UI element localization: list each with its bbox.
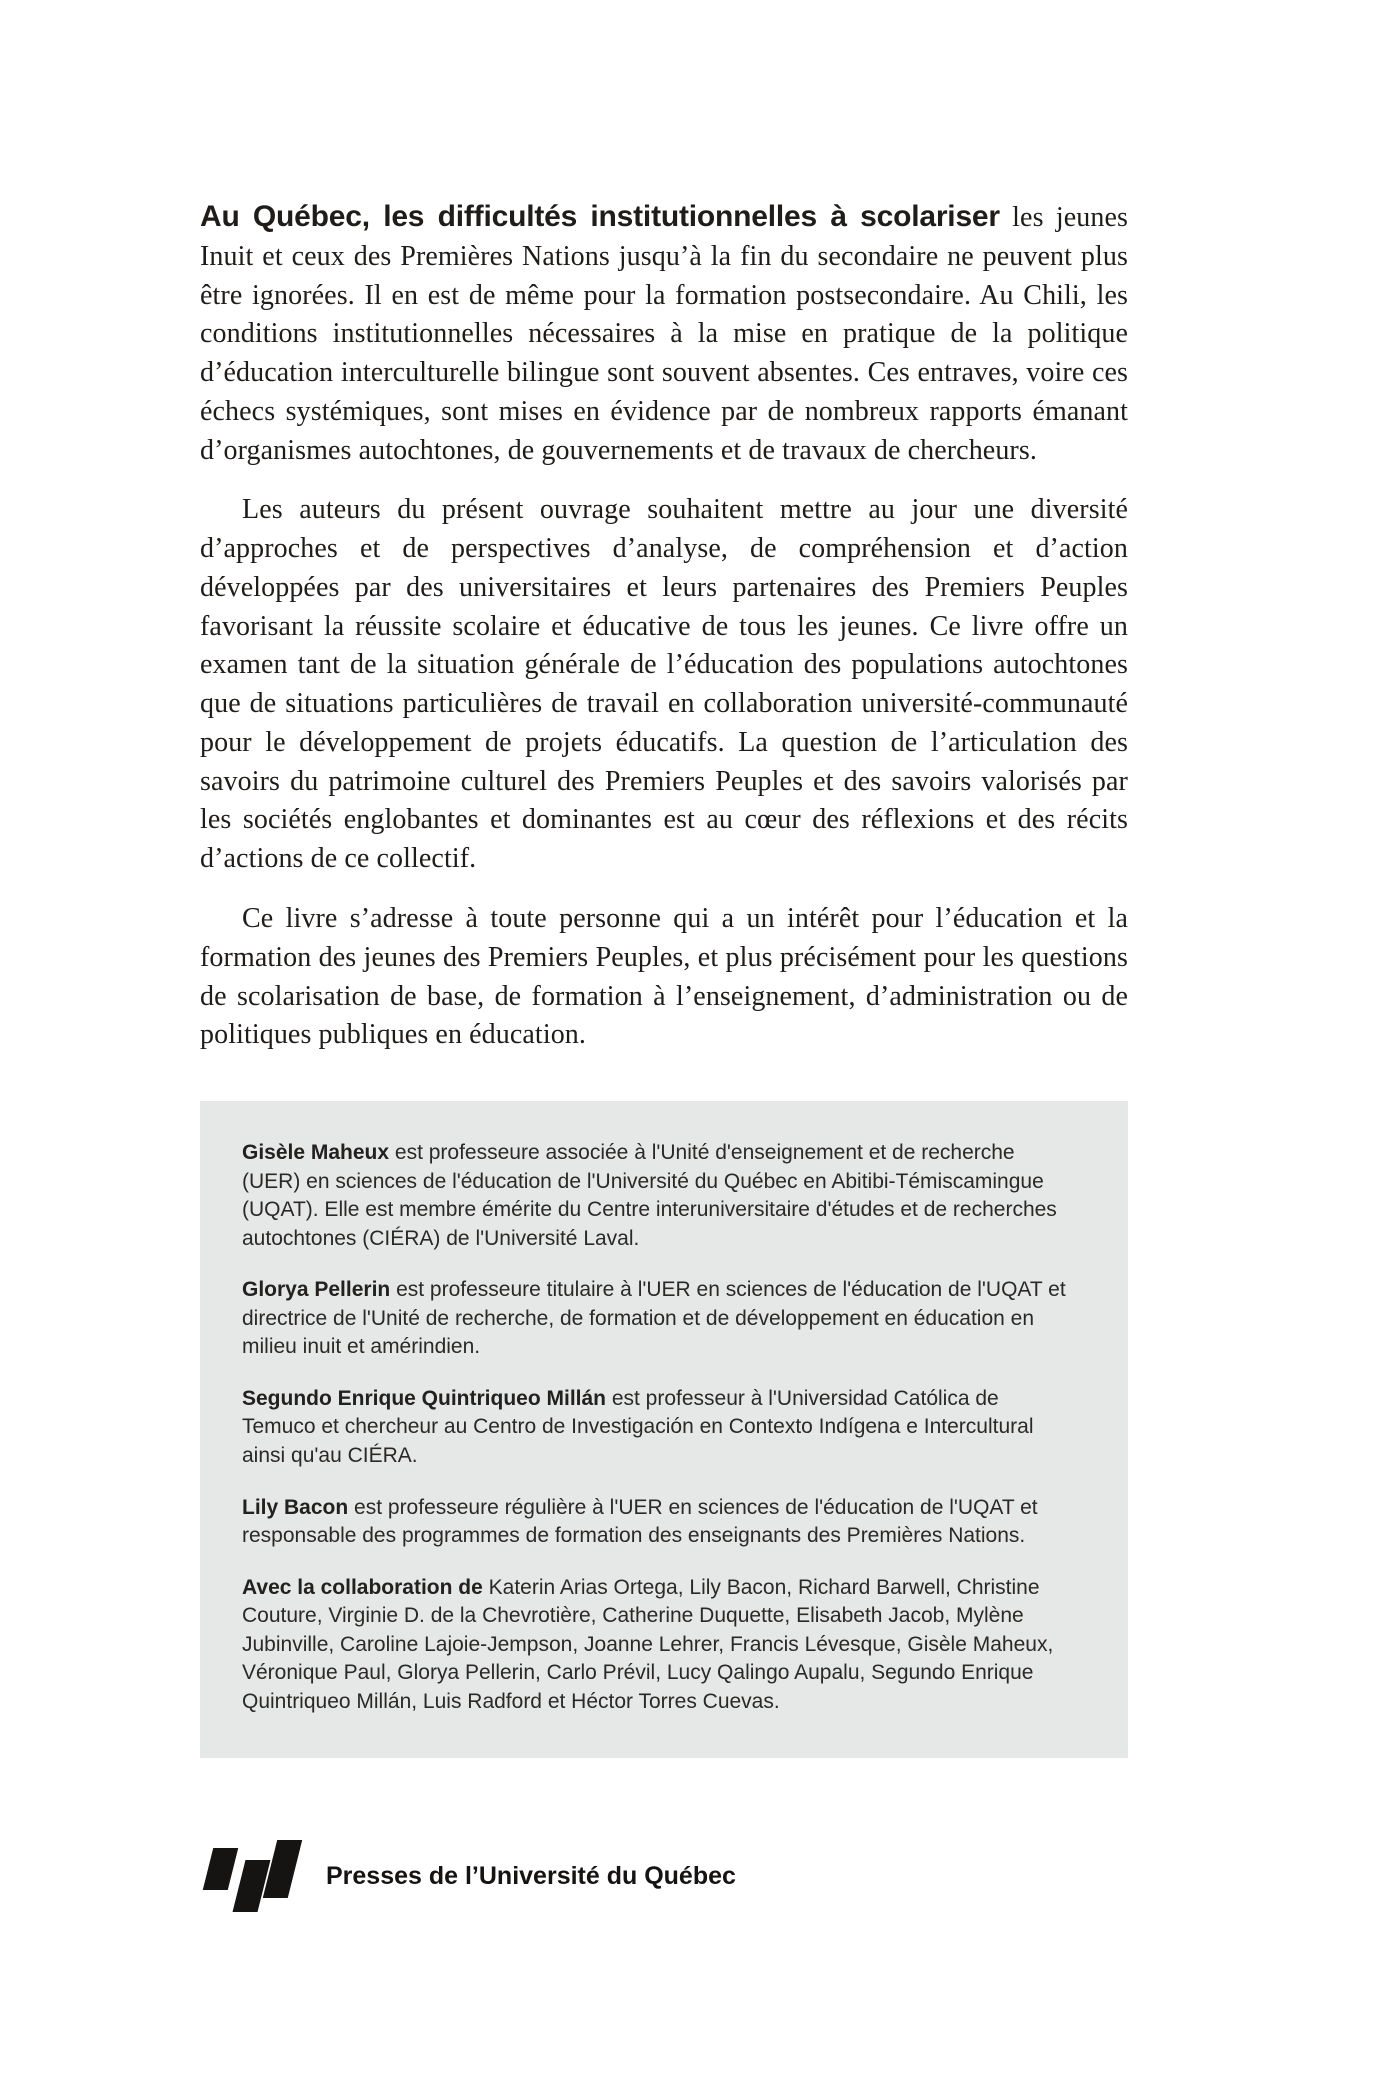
logo-bar xyxy=(203,1848,238,1890)
bio-entry xyxy=(242,1385,1076,1471)
bio-author-name: Gisèle Maheux xyxy=(242,1141,390,1165)
bio-entry xyxy=(242,1276,1076,1362)
blurb-paragraph-1-text: les jeunes Inuit et ceux des Premières Nations jusqu’à la fin du secondaire ne peuvent plus être ignorées. Il en est de même pour la formation postsecondaire. Au Chili, les conditions institutionnelles nécessaires à la mise en pratique de la politique d’éducation interculturelle bilingue sont souvent absentes. Ces entraves, voire ces échecs systémiques, sont mises en évidence par de nombreux rapports émanant d’organismes autochtones, de gouvernements et de travaux de chercheurs. xyxy=(200,202,1128,466)
book-blurb xyxy=(200,196,1128,1055)
collaborators-label: Avec la collaboration de xyxy=(242,1575,483,1599)
bio-author-name: Segundo Enrique Quintriqueo Millán xyxy=(242,1386,606,1410)
bio-entry xyxy=(242,1494,1076,1551)
page-content xyxy=(200,196,1128,1912)
bio-author-name: Glorya Pellerin xyxy=(242,1278,391,1302)
authors-bio-box xyxy=(200,1101,1128,1758)
bio-entry xyxy=(242,1139,1076,1253)
publisher-name: Presses de l’Université du Québec xyxy=(326,1861,736,1890)
bio-author-text: est professeure régulière à l'UER en sciences de l'éducation de l'UQAT et responsable des programmes de formation des enseignants des Premières Nations. xyxy=(242,1495,1038,1548)
blurb-lead-in: Au Québec, les difficultés institutionnelles à scolariser xyxy=(200,200,1000,233)
bio-author-text: est professeur à l'Universidad Católica de Temuco et chercheur au Centro de Investigación en Contexto Indígena e Intercultural ainsi qu'au CIÉRA. xyxy=(242,1386,1034,1467)
blurb-paragraph-1 xyxy=(200,196,1128,470)
blurb-paragraph-3: Ce livre s’adresse à toute personne qui a un intérêt pour l’éducation et la formation des jeunes des Premiers Peuples, et plus précisément pour les questions de scolarisation de base, de formation à l’enseignement, d’administration ou de politiques publiques en éducation. xyxy=(200,903,1128,1051)
puq-logo-icon xyxy=(200,1840,300,1912)
blurb-paragraph-2: Les auteurs du présent ouvrage souhaitent mettre au jour une diversité d’approches et de perspectives d’analyse, de compréhension et d’action développées par des universitaires et leurs partenaires des Premiers Peuples favorisant la réussite scolaire et éducative de tous les jeunes. Ce livre offre un examen tant de la situation générale de l’éducation des populations autochtones que de situations particulières de travail en collaboration université-communauté pour le développement de projets éducatifs. La question de l’articulation des savoirs du patrimoine culturel des Premiers Peuples et des savoirs valorisés par les sociétés englobantes et dominantes est au cœur des réflexions et des récits d’actions de ce collectif. xyxy=(200,494,1128,875)
bio-entry-collaborators xyxy=(242,1574,1076,1717)
logo-bar xyxy=(263,1840,302,1898)
bio-author-text: est professeure associée à l'Unité d'enseignement et de recherche (UER) en sciences de l'éducation de l'Université du Québec en Abitibi-Témiscamingue (UQAT). Elle est membre émérite du Centre interuniversitaire d'études et de recherches autochtones (CIÉRA) de l'Université Laval. xyxy=(242,1141,1057,1250)
collaborators-list: Katerin Arias Ortega, Lily Bacon, Richard Barwell, Christine Couture, Virginie D. de la Chevrotière, Catherine Duquette, Elisabeth Jacob, Mylène Jubinville, Caroline Lajoie-Jempson, Joanne Lehrer, Francis Lévesque, Gisèle Maheux, Véronique Paul, Glorya Pellerin, Carlo Prévil, Lucy Qalingo Aupalu, Segundo Enrique Quintriqueo Millán, Luis Radford et Héctor Torres Cuevas. xyxy=(242,1575,1054,1713)
publisher-footer xyxy=(200,1840,1128,1912)
bio-author-name: Lily Bacon xyxy=(242,1495,349,1519)
bio-author-text: est professeure titulaire à l'UER en sciences de l'éducation de l'UQAT et directrice de l'Unité de recherche, de formation et de développement en éducation en milieu inuit et amérindien. xyxy=(242,1278,1066,1359)
